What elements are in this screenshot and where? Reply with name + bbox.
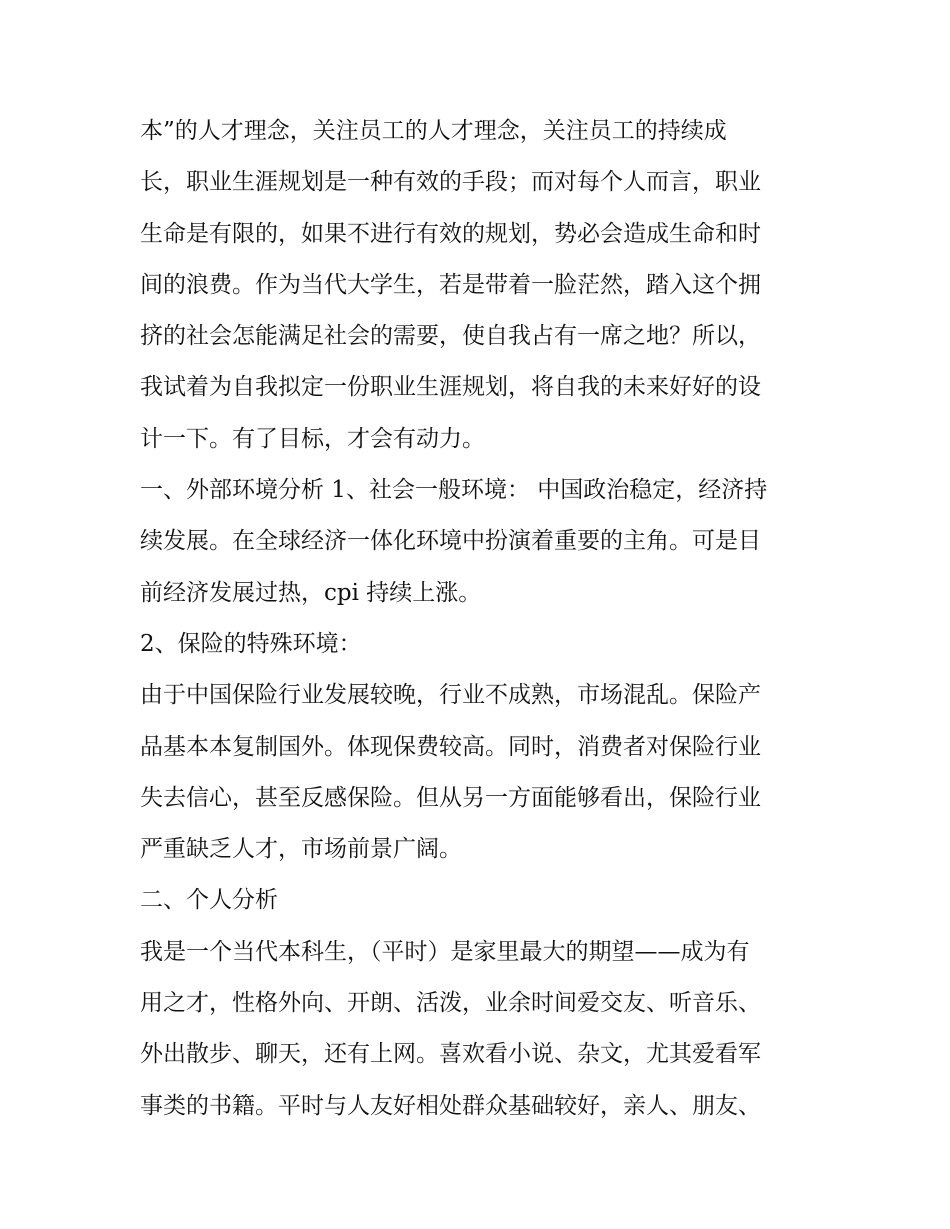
text-line: 外出散步、聊天，还有上网。喜欢看小说、杂文，尤其爱看军 — [140, 1041, 761, 1068]
text-line: 挤的社会怎能满足社会的需要，使自我占有一席之地？所以， — [140, 323, 761, 350]
text-line: 本”的人才理念，关注员工的人才理念，关注员工的持续成 — [140, 118, 727, 144]
text-line: 前经济发展过热，cpi 持续上涨。 — [140, 579, 482, 606]
text-line: 我是一个当代本科生，（平时）是家里最大的期望——成为有 — [140, 938, 750, 965]
text-line: 由于中国保险行业发展较晚，行业不成熟，市场混乱。保险产 — [140, 682, 761, 709]
section-heading-personal-analysis: 二、个人分析 — [140, 887, 278, 914]
text-line: 计一下。有了目标，才会有动力。 — [140, 425, 485, 452]
text-line: 失去信心，甚至反感保险。但从另一方面能够看出，保险行业 — [140, 784, 761, 811]
text-line: 续发展。在全球经济一体化环境中扮演着重要的主角。可是目 — [140, 528, 761, 555]
text-line: 长，职业生涯规划是一种有效的手段；而对每个人而言，职业 — [140, 169, 761, 196]
text-line: 间的浪费。作为当代大学生，若是带着一脸茫然，踏入这个拥 — [140, 271, 761, 298]
text-line: 用之才，性格外向、开朗、活泼，业余时间爱交友、听音乐、 — [140, 990, 761, 1017]
text-line: 严重缺乏人才，市场前景广阔。 — [140, 836, 462, 863]
text-line: 事类的书籍。平时与人友好相处群众基础较好，亲人、朋友、 — [140, 1092, 761, 1119]
text-line: 生命是有限的，如果不进行有效的规划，势必会造成生命和时 — [140, 220, 761, 247]
subheading-insurance-environment: 2、保险的特殊环境： — [140, 630, 362, 657]
body-text — [140, 106, 820, 1132]
text-line: 我试着为自我拟定一份职业生涯规划，将自我的未来好好的设 — [140, 374, 761, 401]
text-line: 品基本本复制国外。体现保费较高。同时，消费者对保险行业 — [140, 733, 761, 760]
section-heading-external-environment: 一、外部环境分析 1、社会一般环境： 中国政治稳定，经济持 — [140, 477, 768, 504]
